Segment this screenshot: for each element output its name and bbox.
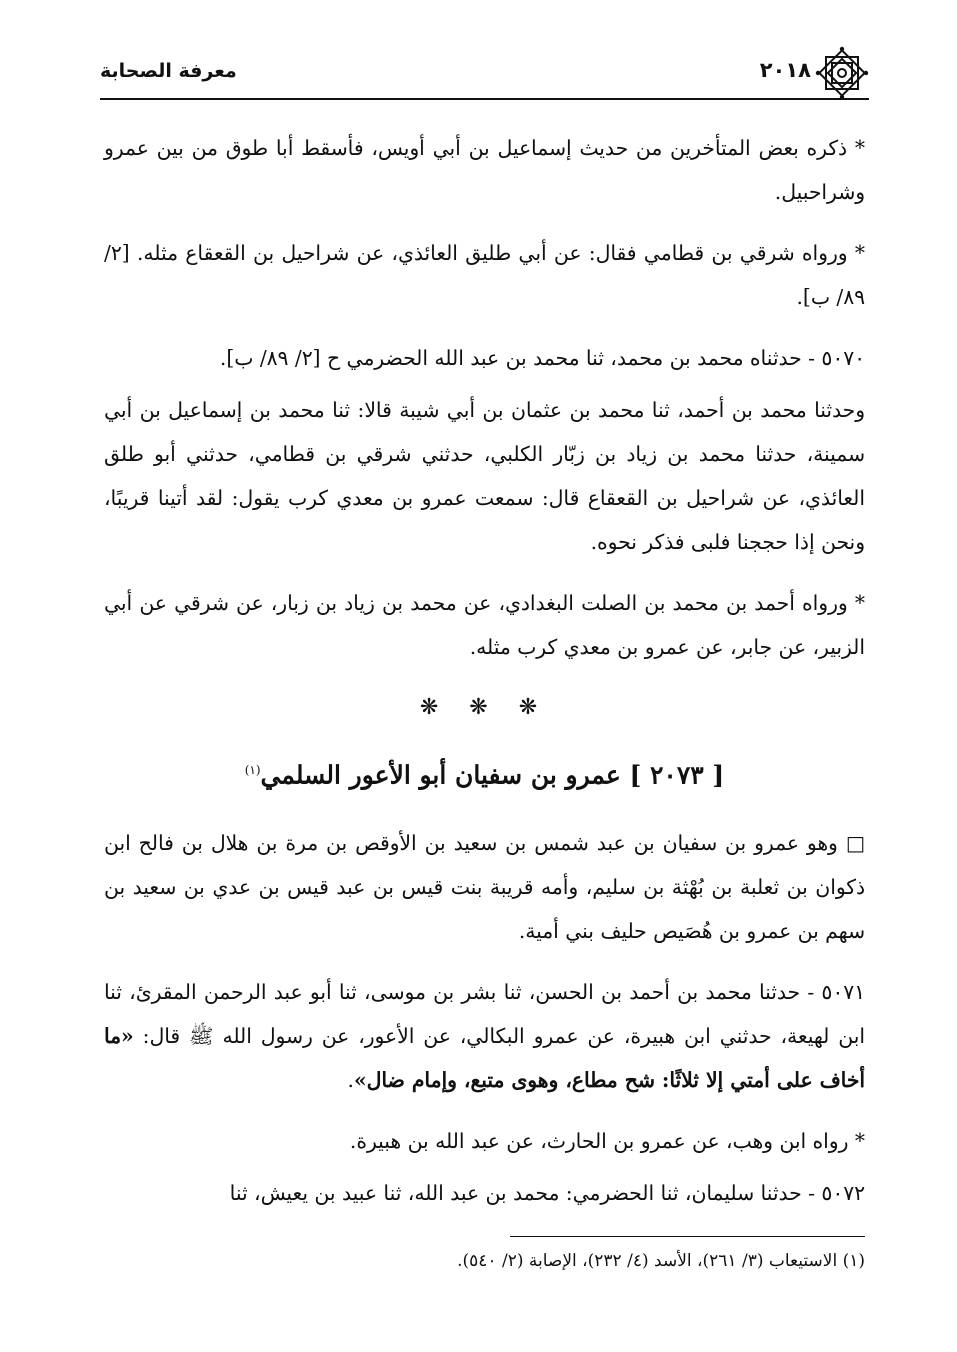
hadith-5071 [104,970,865,1102]
paragraph: * ذكره بعض المتأخرين من حديث إسماعيل بن أبي أويس، فأسقط أبا طوق من بين عمرو وشراحبيل. [104,136,865,204]
paragraph: * ورواه شرقي بن قطامي فقال: عن أبي طليق العائذي، عن شراحيل بن القعقاع مثله. [٢/ ٨٩/ ب]. [104,241,865,309]
octagram-ornament-icon [815,46,869,100]
paragraph: وحدثنا محمد بن أحمد، ثنا محمد بن عثمان بن أبي شيبة قالا: ثنا محمد بن إسماعيل بن أبي سمينة، حدثنا محمد بن زياد بن زبّار الكلبي، حدثني شرقي بن قطامي، حدثني أبو طلق العائذي، عن شراحيل بن القعقاع قال: سمعت عمرو بن معدي كرب يقول: لقد أتينا قريبًا، ونحن إذا حججنا فلبى فذكر نحوه. [104,398,865,554]
paragraph: * رواه ابن وهب، عن عمرو بن الحارث، عن عبد الله بن هبيرة. [349,1129,865,1154]
entry-title: [ ٢٠٧٣ ] عمرو بن سفيان أبو الأعور السلمي [260,760,725,790]
page-body [104,126,865,1232]
entry-heading [104,748,865,797]
page-number: ٢٠١٨ [759,58,811,82]
hadith-5072: ٥٠٧٢ - حدثنا سليمان، ثنا الحضرمي: محمد بن عبد الله، ثنا عبيد بن يعيش، ثنا [229,1181,865,1206]
section-separator: ❋ ❋ ❋ [419,695,550,720]
hadith-chain: ٥٠٧١ - حدثنا محمد بن أحمد بن الحسن، ثنا بشر بن موسى، ثنا أبو عبد الرحمن المقرئ، ثنا ابن لهيعة، حدثني ابن هبيرة، عن عمرو البكالي، عن الأعور، عن رسول الله ﷺ قال: [104,980,865,1049]
footnote-divider [510,1236,865,1237]
footnote-marker: (١) [244,763,261,777]
hadith-text: «ما أخاف على أمتي إلا ثلاثًا: شح مطاع، وهوى متبع، وإمام ضال» [104,1024,865,1093]
header-divider [100,98,869,100]
footnote: (١) الاستيعاب (٣/ ٢٦١)، الأسد (٤/ ٢٣٢)، الإصابة (٢/ ٥٤٠). [457,1251,865,1271]
page-header [100,52,869,96]
entry-biography: □ وهو عمرو بن سفيان بن عبد شمس بن سعيد بن الأوقص بن مرة بن هلال بن فالح ابن ذكوان بن ثعلبة بن بُهْثة بن سليم، وأمه قريبة بنت قيس بن عبد قيس بن عدي بن سعيد بن سهم بن عمرو بن هُصَيص حليف بني أمية. [104,831,865,944]
hadith-5070: ٥٠٧٠ - حدثناه محمد بن محمد، ثنا محمد بن عبد الله الحضرمي ح [٢/ ٨٩/ ب]. [219,346,865,370]
running-title: معرفة الصحابة [100,60,237,82]
paragraph: * ورواه أحمد بن محمد بن الصلت البغدادي، عن محمد بن زياد بن زبار، عن شرقي عن أبي الزبير، عن جابر، عن عمرو بن معدي كرب مثله. [104,591,865,659]
hadith-end: . [347,1068,354,1093]
